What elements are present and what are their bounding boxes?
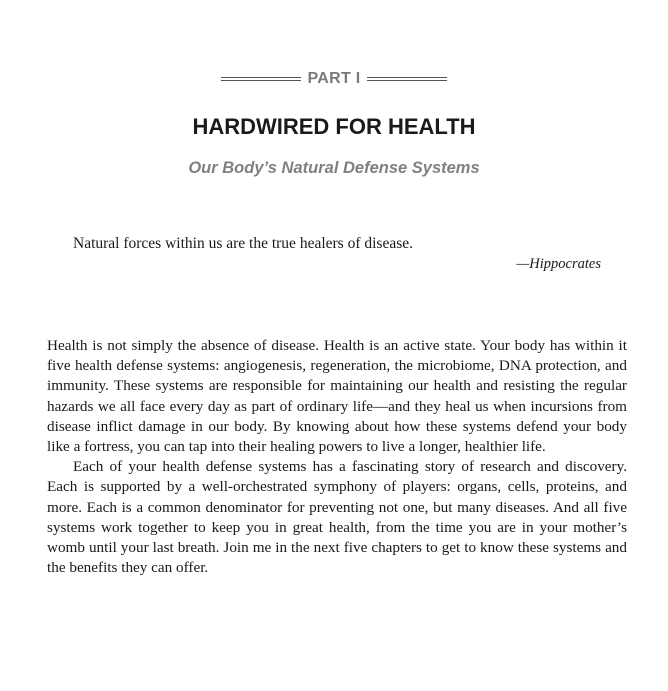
page-title: HARDWIRED FOR HEALTH — [192, 114, 476, 139]
page-subtitle: Our Body’s Natural Defense Systems — [188, 159, 480, 177]
part-heading — [0, 68, 668, 90]
part-label: PART I — [307, 70, 361, 87]
body-text — [47, 336, 627, 578]
epigraph-quote: Natural forces within us are the true healers of disease. — [73, 235, 414, 252]
epigraph-attribution: —Hippocrates — [516, 256, 601, 272]
paragraph: Health is not simply the absence of disease. Health is an active state. Your body has within it five health defense systems: angiogenesis, regeneration, the microbiome, DNA protection, and immunity. These systems are responsible for maintaining our health and resisting the regular hazards we all face every day as part of ordinary life—and they heal us when incursions from disease inflict damage in our body. By knowing about how these systems defend your body like a fortress, you can tap into their healing powers to live a longer, healthier life. — [47, 337, 627, 456]
right-double-rule — [367, 77, 447, 81]
left-double-rule — [221, 77, 301, 81]
paragraph: Each of your health defense systems has a fascinating story of research and discovery. Each is supported by a well-orchestrated symphony of players: organs, cells, proteins, and more. Each is a common denominator for preventing not one, but many diseases. And all five systems work together to keep you in great health, from the time you are in your mother’s womb until your last breath. Join me in the next five chapters to get to know these systems and the benefits they can offer. — [47, 458, 627, 577]
